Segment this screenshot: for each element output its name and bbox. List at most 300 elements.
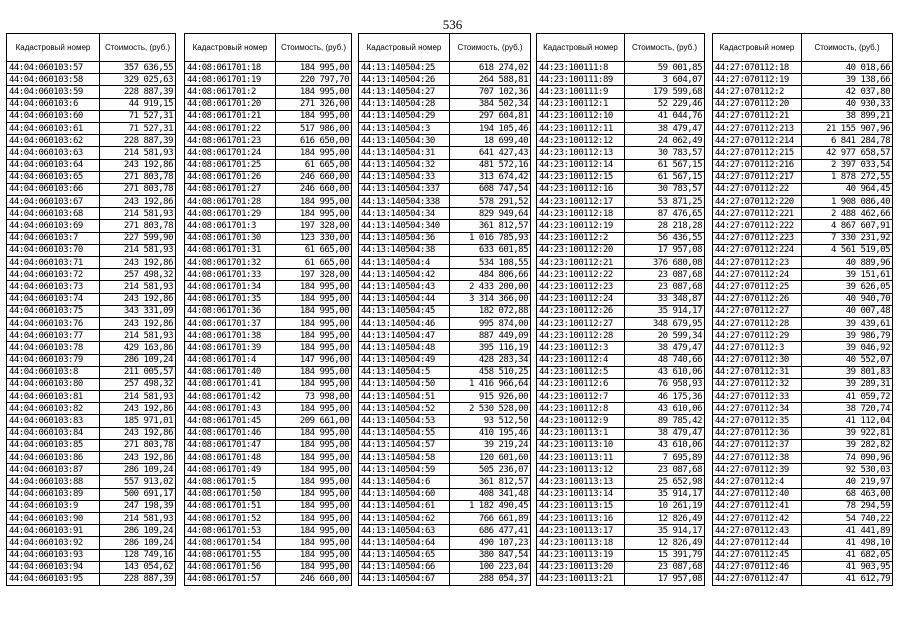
cost-cell: 1 182 490,45 [450,500,531,512]
cost-cell: 211 005,57 [100,366,176,378]
cadastral-number-cell: 44:08:061701:53 [185,525,276,537]
cost-cell: 194 105,46 [450,122,531,134]
cost-cell: 74 090,96 [802,452,893,464]
cost-cell: 23 087,68 [625,464,705,476]
table-row [713,232,893,244]
table-row [359,257,531,269]
cost-cell: 39 986,79 [802,330,893,342]
cost-cell: 38 720,74 [802,403,893,415]
cost-cell: 15 391,79 [625,549,705,561]
cadastral-number-cell: 44:08:061701:3 [185,220,276,232]
cost-cell: 2 433 200,00 [450,281,531,293]
table-row [713,98,893,110]
table-row [359,366,531,378]
cost-cell: 313 674,42 [450,171,531,183]
cost-cell: 184 995,00 [276,208,352,220]
cost-cell: 41 441,89 [802,525,893,537]
cadastral-number-cell: 44:23:100112:27 [537,317,625,329]
table-row [185,366,352,378]
cost-cell: 46 175,36 [625,391,705,403]
table-row [359,244,531,256]
table-row [713,62,893,74]
cadastral-number-cell: 44:08:061701:35 [185,293,276,305]
cost-cell: 41 682,05 [802,549,893,561]
cadastral-number-cell: 44:23:100111:8 [537,62,625,74]
cadastral-number-cell: 44:08:061701:55 [185,549,276,561]
table-row [7,305,176,317]
cadastral-number-cell: 44:23:100112:14 [537,159,625,171]
cost-cell: 197 328,00 [276,269,352,281]
table-row [359,452,531,464]
cadastral-number-cell: 44:23:100112:9 [537,415,625,427]
cost-cell: 48 740,66 [625,354,705,366]
cost-cell: 35 914,17 [625,305,705,317]
table-row [537,561,705,573]
cost-cell: 4 561 519,05 [802,244,893,256]
cadastral-number-cell: 44:13:140504:25 [359,62,450,74]
cadastral-number-cell: 44:27:070112:2 [713,86,802,98]
cost-cell: 93 512,50 [450,415,531,427]
table-row [7,403,176,415]
cost-cell: 1 416 966,64 [450,378,531,390]
table-row [359,220,531,232]
table-row [7,317,176,329]
table-row [359,305,531,317]
cadastral-number-cell: 44:13:140504:38 [359,244,450,256]
table-row [713,196,893,208]
table-row [359,476,531,488]
table-row [185,549,352,561]
cost-cell: 17 957,08 [625,573,705,585]
cost-cell: 214 581,93 [100,391,176,403]
table-row [7,439,176,451]
cost-cell: 61 567,15 [625,159,705,171]
cost-cell: 578 291,52 [450,196,531,208]
cadastral-number-cell: 44:13:140504:4 [359,257,450,269]
table-row [185,281,352,293]
cadastral-number-cell: 44:13:140504:46 [359,317,450,329]
cost-cell: 61 665,00 [276,159,352,171]
table-row [185,135,352,147]
cadastral-number-cell: 44:13:140504:58 [359,452,450,464]
cost-cell: 38 479,47 [625,427,705,439]
cost-cell: 184 995,00 [276,488,352,500]
cost-cell: 147 996,00 [276,354,352,366]
cadastral-number-cell: 44:04:060103:58 [7,74,100,86]
table-row [185,452,352,464]
table-row [185,403,352,415]
header-cadastral-number: Кадастровый номер [7,34,100,62]
cadastral-number-cell: 44:27:070112:35 [713,415,802,427]
table-row [537,476,705,488]
cadastral-number-cell: 44:04:060103:84 [7,427,100,439]
table-row [537,500,705,512]
cadastral-number-cell: 44:08:061701:56 [185,561,276,573]
cadastral-number-cell: 44:13:140504:51 [359,391,450,403]
cost-cell: 61 665,00 [276,257,352,269]
cadastral-number-cell: 44:04:060103:91 [7,525,100,537]
table-row [537,549,705,561]
cadastral-number-cell: 44:13:140504:52 [359,403,450,415]
cadastral-number-cell: 44:08:061701:45 [185,415,276,427]
cost-cell: 271 803,78 [100,183,176,195]
cost-cell: 616 650,00 [276,135,352,147]
cadastral-number-cell: 44:23:100113:17 [537,525,625,537]
table-row [537,269,705,281]
table-row [713,476,893,488]
cost-cell: 40 964,45 [802,183,893,195]
cadastral-number-cell: 44:13:140504:42 [359,269,450,281]
cadastral-number-cell: 44:27:070112:41 [713,500,802,512]
table-row [713,464,893,476]
table-row [359,196,531,208]
table-row [185,98,352,110]
cost-cell: 185 971,01 [100,415,176,427]
cost-cell: 71 527,31 [100,122,176,134]
table-row [359,171,531,183]
cost-cell: 123 330,00 [276,232,352,244]
table-row [359,98,531,110]
cost-cell: 39 626,05 [802,281,893,293]
cadastral-number-cell: 44:23:100113:1 [537,427,625,439]
cost-cell: 184 995,00 [276,110,352,122]
cadastral-number-cell: 44:27:070112:4 [713,476,802,488]
table-row [713,439,893,451]
cadastral-number-cell: 44:13:140504:49 [359,354,450,366]
cost-cell: 39 922,81 [802,427,893,439]
cadastral-number-cell: 44:27:070112:216 [713,159,802,171]
table-row [185,488,352,500]
cost-cell: 33 348,87 [625,293,705,305]
cadastral-number-cell: 44:27:070112:47 [713,573,802,585]
table-row [7,378,176,390]
cost-cell: 38 479,47 [625,122,705,134]
cadastral-number-cell: 44:23:100112:20 [537,244,625,256]
table-row [185,171,352,183]
table-row [359,293,531,305]
cost-cell: 35 914,17 [625,488,705,500]
cadastral-number-cell: 44:04:060103:79 [7,354,100,366]
cost-cell: 184 995,00 [276,476,352,488]
cost-cell: 40 007,48 [802,305,893,317]
table-row [7,257,176,269]
cost-cell: 246 660,00 [276,183,352,195]
table-row [537,183,705,195]
cost-cell: 23 087,68 [625,281,705,293]
cost-cell: 41 903,95 [802,561,893,573]
table-row [537,62,705,74]
cadastral-number-cell: 44:08:061701:51 [185,500,276,512]
cost-cell: 40 018,66 [802,62,893,74]
cadastral-number-cell: 44:23:100112:15 [537,171,625,183]
table-row [713,208,893,220]
table-row [359,415,531,427]
table-row [537,403,705,415]
cadastral-number-cell: 44:13:140504:53 [359,415,450,427]
table-row [7,464,176,476]
cadastral-number-cell: 44:04:060103:69 [7,220,100,232]
cadastral-number-cell: 44:04:060103:61 [7,122,100,134]
cadastral-number-cell: 44:27:070112:43 [713,525,802,537]
cadastral-number-cell: 44:13:140504:45 [359,305,450,317]
table-row [537,512,705,524]
cost-cell: 39 046,92 [802,342,893,354]
cadastral-number-cell: 44:08:061701:49 [185,464,276,476]
table-row [185,220,352,232]
cadastral-number-cell: 44:08:061701:50 [185,488,276,500]
cost-cell: 641 427,43 [450,147,531,159]
cadastral-number-cell: 44:08:061701:30 [185,232,276,244]
table-row [713,561,893,573]
cost-cell: 120 601,60 [450,452,531,464]
cadastral-number-cell: 44:23:100113:21 [537,573,625,585]
table-row [359,464,531,476]
cadastral-number-cell: 44:13:140504:44 [359,293,450,305]
cadastral-number-cell: 44:04:060103:7 [7,232,100,244]
table-row [713,317,893,329]
cost-cell: 271 326,00 [276,98,352,110]
cadastral-number-cell: 44:23:100112:26 [537,305,625,317]
cost-cell: 481 572,16 [450,159,531,171]
cost-cell: 40 219,97 [802,476,893,488]
table-row [359,122,531,134]
table-row [7,366,176,378]
cost-cell: 380 847,54 [450,549,531,561]
table-row [713,452,893,464]
table-row [7,86,176,98]
cost-cell: 361 812,57 [450,220,531,232]
cadastral-number-cell: 44:04:060103:65 [7,171,100,183]
cost-cell: 184 995,00 [276,330,352,342]
cadastral-number-cell: 44:27:070112:30 [713,354,802,366]
table-row [537,244,705,256]
cost-cell: 73 998,00 [276,391,352,403]
table-row [7,244,176,256]
cadastral-number-cell: 44:27:070112:27 [713,305,802,317]
cost-cell: 286 109,24 [100,537,176,549]
cost-cell: 384 502,34 [450,98,531,110]
cost-cell: 243 192,86 [100,427,176,439]
cadastral-number-cell: 44:27:070112:40 [713,488,802,500]
cadastral-number-cell: 44:08:061701:33 [185,269,276,281]
cadastral-number-cell: 44:08:061701:20 [185,98,276,110]
table-row [7,452,176,464]
cost-cell: 184 995,00 [276,293,352,305]
table-row [713,488,893,500]
cadastral-number-cell: 44:04:060103:94 [7,561,100,573]
cadastral-number-cell: 44:27:070112:29 [713,330,802,342]
table-row [359,439,531,451]
table-row [359,391,531,403]
cost-cell: 429 163,86 [100,342,176,354]
cadastral-number-cell: 44:13:140504:59 [359,464,450,476]
table-row [359,269,531,281]
cost-cell: 7 330 231,92 [802,232,893,244]
cost-cell: 184 995,00 [276,439,352,451]
cadastral-number-cell: 44:04:060103:88 [7,476,100,488]
header-cost: Стоимость, (руб.) [276,34,352,62]
cost-cell: 52 229,46 [625,98,705,110]
table-row [713,110,893,122]
cadastral-number-cell: 44:08:061701:54 [185,537,276,549]
table-row [713,573,893,585]
cost-cell: 25 652,98 [625,476,705,488]
cost-cell: 343 331,09 [100,305,176,317]
cadastral-number-cell: 44:27:070112:213 [713,122,802,134]
cost-cell: 35 914,17 [625,525,705,537]
table-row [185,317,352,329]
cadastral-number-cell: 44:08:061701:42 [185,391,276,403]
cadastral-number-cell: 44:08:061701:24 [185,147,276,159]
cadastral-number-cell: 44:13:140504:29 [359,110,450,122]
cadastral-number-cell: 44:23:100112:1 [537,98,625,110]
cadastral-number-cell: 44:04:060103:62 [7,135,100,147]
table-row [7,512,176,524]
table-row [537,159,705,171]
table-row [7,220,176,232]
cadastral-table-3 [358,33,531,586]
table-row [537,122,705,134]
cadastral-number-cell: 44:04:060103:67 [7,196,100,208]
cadastral-number-cell: 44:08:061701:31 [185,244,276,256]
cost-cell: 184 995,00 [276,62,352,74]
cadastral-number-cell: 44:04:060103:73 [7,281,100,293]
table-row [185,512,352,524]
cost-cell: 92 530,03 [802,464,893,476]
table-row [7,122,176,134]
cadastral-number-cell: 44:27:070112:224 [713,244,802,256]
table-row [7,342,176,354]
cost-cell: 243 192,86 [100,293,176,305]
cost-cell: 7 695,89 [625,452,705,464]
cost-cell: 184 995,00 [276,317,352,329]
table-row [713,500,893,512]
cadastral-number-cell: 44:04:060103:89 [7,488,100,500]
cost-cell: 61 665,00 [276,244,352,256]
cadastral-number-cell: 44:23:100112:5 [537,366,625,378]
table-row [713,86,893,98]
table-row [7,281,176,293]
cost-cell: 184 995,00 [276,305,352,317]
table-row [537,110,705,122]
cost-cell: 228 887,39 [100,573,176,585]
cost-cell: 182 072,88 [450,305,531,317]
cadastral-number-cell: 44:23:100112:3 [537,342,625,354]
cost-cell: 264 588,81 [450,74,531,86]
header-cadastral-number: Кадастровый номер [713,34,802,62]
cost-cell: 42 977 658,57 [802,147,893,159]
cost-cell: 214 581,93 [100,281,176,293]
cost-cell: 214 581,93 [100,330,176,342]
cost-cell: 179 599,68 [625,86,705,98]
cost-cell: 44 919,15 [100,98,176,110]
cadastral-number-cell: 44:08:061701:36 [185,305,276,317]
cadastral-number-cell: 44:13:140504:65 [359,549,450,561]
cadastral-number-cell: 44:23:100111:9 [537,86,625,98]
cadastral-number-cell: 44:08:061701:39 [185,342,276,354]
cadastral-number-cell: 44:27:070112:26 [713,293,802,305]
table-row [537,98,705,110]
cost-cell: 1 908 086,40 [802,196,893,208]
table-row [537,488,705,500]
cadastral-table-2 [184,33,352,586]
cost-cell: 10 261,19 [625,500,705,512]
table-row [537,415,705,427]
cadastral-number-cell: 44:04:060103:81 [7,391,100,403]
cost-cell: 28 218,28 [625,220,705,232]
cost-cell: 184 995,00 [276,512,352,524]
cadastral-number-cell: 44:23:100113:11 [537,452,625,464]
table-row [7,391,176,403]
cadastral-number-cell: 44:27:070112:222 [713,220,802,232]
cost-cell: 228 887,39 [100,135,176,147]
cost-cell: 361 812,57 [450,476,531,488]
cost-cell: 395 116,19 [450,342,531,354]
cadastral-number-cell: 44:04:060103:95 [7,573,100,585]
cost-cell: 246 660,00 [276,171,352,183]
table-row [359,317,531,329]
cadastral-number-cell: 44:23:100112:19 [537,220,625,232]
table-row [359,159,531,171]
cost-cell: 42 037,80 [802,86,893,98]
cost-cell: 618 274,02 [450,62,531,74]
cost-cell: 408 341,48 [450,488,531,500]
cost-cell: 40 552,07 [802,354,893,366]
cost-cell: 490 107,23 [450,537,531,549]
header-cost: Стоимость, (руб.) [625,34,705,62]
cost-cell: 915 926,00 [450,391,531,403]
cost-cell: 39 289,31 [802,378,893,390]
table-row [359,232,531,244]
table-row [185,354,352,366]
table-row [7,525,176,537]
cadastral-number-cell: 44:04:060103:87 [7,464,100,476]
cost-cell: 40 940,70 [802,293,893,305]
table-row [7,269,176,281]
cadastral-number-cell: 44:27:070112:46 [713,561,802,573]
table-row [537,293,705,305]
table-row [359,549,531,561]
cost-cell: 829 949,64 [450,208,531,220]
cadastral-number-cell: 44:08:061701:22 [185,122,276,134]
header-cadastral-number: Кадастровый номер [537,34,625,62]
cadastral-number-cell: 44:08:061701:52 [185,512,276,524]
cadastral-number-cell: 44:27:070112:18 [713,62,802,74]
cadastral-number-cell: 44:23:100112:22 [537,269,625,281]
cadastral-number-cell: 44:27:070112:24 [713,269,802,281]
table-row [359,330,531,342]
cost-cell: 3 314 366,00 [450,293,531,305]
cost-cell: 4 867 607,91 [802,220,893,232]
cadastral-number-cell: 44:27:070112:19 [713,74,802,86]
table-row [359,512,531,524]
table-row [7,98,176,110]
table-row [713,512,893,524]
table-row [185,391,352,403]
cadastral-number-cell: 44:27:070112:37 [713,439,802,451]
table-row [537,74,705,86]
cost-cell: 184 995,00 [276,342,352,354]
table-row [7,561,176,573]
table-row [7,159,176,171]
table-row [359,208,531,220]
cost-cell: 184 995,00 [276,500,352,512]
cost-cell: 257 498,32 [100,269,176,281]
table-row [537,196,705,208]
table-row [713,74,893,86]
cost-cell: 184 995,00 [276,281,352,293]
cost-cell: 458 510,25 [450,366,531,378]
